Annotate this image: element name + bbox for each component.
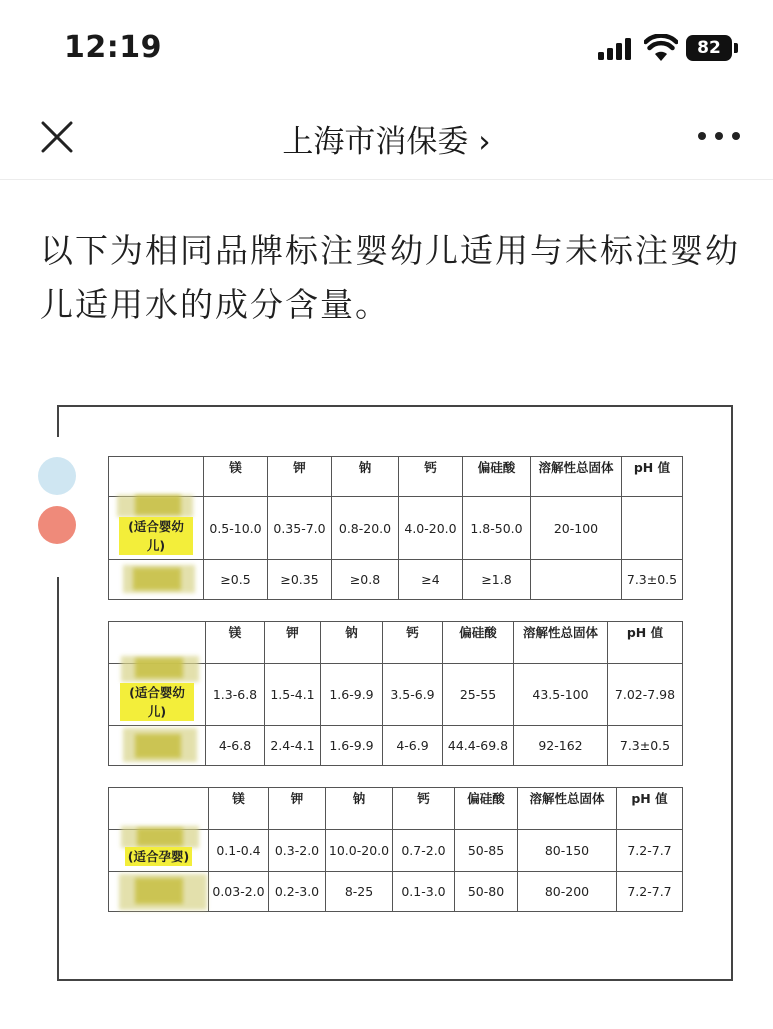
table-cell: 7.2-7.7: [617, 830, 683, 872]
table-row: [109, 664, 683, 726]
table-cell: 80-200: [518, 872, 617, 912]
decorative-blue-dot: [38, 457, 76, 495]
table-header: 钾: [269, 788, 326, 830]
table-cell: 4-6.9: [383, 726, 443, 766]
table-cell: 92-162: [514, 726, 608, 766]
table-cell: 0.35-7.0: [268, 497, 332, 560]
table-cell: 4-6.8: [206, 726, 265, 766]
status-time: 12:19: [64, 30, 162, 65]
table-header: 钙: [399, 457, 463, 497]
decorative-red-dot: [38, 506, 76, 544]
table-cell: 1.3-6.8: [206, 664, 265, 726]
brand-cell: [109, 726, 206, 766]
suitability-label: (适合婴幼儿): [120, 683, 194, 721]
table-header: 偏硅酸: [463, 457, 531, 497]
table-header-row: [109, 788, 683, 830]
table-cell: 0.03-2.0: [209, 872, 269, 912]
table-row: [109, 497, 683, 560]
table-header: 溶解性总固体: [531, 457, 622, 497]
redacted-brand: [135, 495, 181, 515]
table-header: pH 值: [617, 788, 683, 830]
table-cell: 44.4-69.8: [443, 726, 514, 766]
table-cell: 10.0-20.0: [326, 830, 393, 872]
table-cell: [622, 497, 683, 560]
table-cell: 7.3±0.5: [622, 560, 683, 600]
table-header: 钠: [321, 622, 383, 664]
table-cell: ≥0.5: [204, 560, 268, 600]
suitability-label: (适合孕婴): [125, 847, 192, 866]
nav-bar: [0, 96, 773, 180]
table-header: 钠: [326, 788, 393, 830]
brand-cell: [109, 872, 209, 912]
table-header: 镁: [204, 457, 268, 497]
redacted-brand: [133, 568, 181, 590]
mineral-table-3: [108, 787, 683, 912]
table-cell: 0.3-2.0: [269, 830, 326, 872]
table-header: 偏硅酸: [443, 622, 514, 664]
table-row: [109, 560, 683, 600]
table-cell: 0.1-0.4: [209, 830, 269, 872]
table-header: 镁: [209, 788, 269, 830]
account-title-link[interactable]: [200, 116, 573, 161]
table-cell: 0.7-2.0: [393, 830, 455, 872]
chevron-right-icon: ›: [478, 124, 491, 160]
table-cell: 1.6-9.9: [321, 726, 383, 766]
brand-cell: [109, 497, 204, 560]
brand-cell: [109, 664, 206, 726]
table-cell: 3.5-6.9: [383, 664, 443, 726]
table-cell: 1.6-9.9: [321, 664, 383, 726]
table-cell: 2.4-4.1: [265, 726, 321, 766]
intro-paragraph: 以下为相同品牌标注婴幼儿适用与未标注婴幼儿适用水的成分含量。: [40, 231, 740, 324]
suitability-label: (适合婴幼儿): [119, 517, 193, 555]
table-header: 钠: [332, 457, 399, 497]
table-cell: 7.02-7.98: [608, 664, 683, 726]
table-header: pH 值: [608, 622, 683, 664]
mineral-table-2: [108, 621, 683, 766]
table-cell: 8-25: [326, 872, 393, 912]
table-cell: 20-100: [531, 497, 622, 560]
table-cell: 0.8-20.0: [332, 497, 399, 560]
redacted-brand: [135, 734, 181, 758]
table-cell: [531, 560, 622, 600]
table-row: [109, 830, 683, 872]
redacted-brand: [135, 658, 183, 678]
table-header: 钾: [265, 622, 321, 664]
table-header-blank: [109, 788, 209, 830]
table-header: 钙: [393, 788, 455, 830]
table-header: 镁: [206, 622, 265, 664]
battery-tip: [734, 43, 738, 53]
cellular-signal-icon: [598, 38, 634, 60]
table-cell: 50-85: [455, 830, 518, 872]
table-cell: 7.3±0.5: [608, 726, 683, 766]
table-cell: 7.2-7.7: [617, 872, 683, 912]
table-cell: 0.1-3.0: [393, 872, 455, 912]
close-icon[interactable]: [34, 114, 80, 160]
table-cell: ≥0.8: [332, 560, 399, 600]
table-cell: 1.8-50.0: [463, 497, 531, 560]
table-cell: ≥4: [399, 560, 463, 600]
wifi-icon: [644, 34, 678, 62]
table-cell: ≥1.8: [463, 560, 531, 600]
account-name: 上海市消保委: [282, 124, 469, 160]
table-cell: 1.5-4.1: [265, 664, 321, 726]
status-bar: [0, 0, 773, 96]
table-header-row: [109, 457, 683, 497]
table-header: pH 值: [622, 457, 683, 497]
table-header: 钾: [268, 457, 332, 497]
table-cell: ≥0.35: [268, 560, 332, 600]
brand-cell: [109, 830, 209, 872]
table-cell: 0.2-3.0: [269, 872, 326, 912]
table-cell: 43.5-100: [514, 664, 608, 726]
table-header: 溶解性总固体: [518, 788, 617, 830]
table-cell: 25-55: [443, 664, 514, 726]
redacted-brand: [137, 828, 183, 846]
battery-icon: 82: [686, 35, 732, 61]
table-cell: 80-150: [518, 830, 617, 872]
redacted-brand: [135, 878, 183, 904]
table-row: [109, 872, 683, 912]
brand-cell: [109, 560, 204, 600]
table-header: 钙: [383, 622, 443, 664]
table-header-blank: [109, 457, 204, 497]
mineral-table-1: [108, 456, 683, 600]
table-cell: 4.0-20.0: [399, 497, 463, 560]
more-options-icon[interactable]: [694, 126, 744, 146]
table-cell: 0.5-10.0: [204, 497, 268, 560]
table-cell: 50-80: [455, 872, 518, 912]
table-row: [109, 726, 683, 766]
table-header: 溶解性总固体: [514, 622, 608, 664]
table-header: 偏硅酸: [455, 788, 518, 830]
